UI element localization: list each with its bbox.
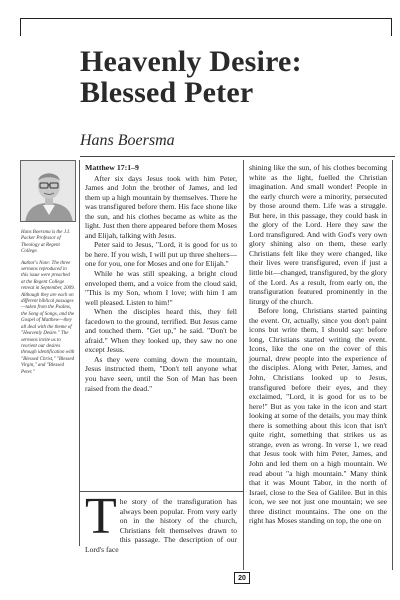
top-border — [20, 18, 392, 19]
top-border-right — [391, 18, 392, 36]
drop-cap: T — [85, 488, 117, 545]
scripture-paragraph: When the disciples heard this, they fell facedown to the ground, terrified. But Jesus came and touched them. "Get up," he said. "Don't be afraid." When they looked up, they saw no one except Jesus. — [85, 307, 237, 355]
sermon-paragraph: shining like the sun, of his clothes becoming white as the light, fuelled the Christian imagination. And small wonder! People in the early church were a minority, persecuted by those around them. Life was a struggle. But here, in this passage, they could bask in the glory of the Lord. Here they saw the Lord transfigured. And with God's very own glory shining also on them, these early Christians felt like they were changed, like their lives were transfigured, even if just a little bit—changed, transfigured, by the glory of the Lord. As a result, from early on, the transfiguration featured prominently in the liturgy of the church. — [249, 163, 387, 306]
author-sidebar — [21, 230, 75, 381]
scripture-paragraph: While he was still speaking, a bright cloud enveloped them, and a voice from the cloud said, "This is my Son, whom I love; with him I am well pleased. Listen to him!" — [85, 269, 237, 307]
column-rule-left — [79, 160, 80, 546]
author-note: Author's Note: The three sermons reproduced in this issue were preached at the Regent College retreat in September, 2009. Although they are each on different biblical passages—taken from the Psalms, the Song of Songs, and the Gospel of Matthew—they all deal with the theme of "Heavenly Desire." The sermons invite us to reorient our desires through identification with "Blessed Christ," "Blessed Virgin," and "Blessed Peter." — [21, 260, 75, 375]
scripture-reference: Matthew 17:1–9 — [85, 163, 139, 172]
scripture-paragraph: After six days Jesus took with him Peter, James and John the brother of James, and led them up a high mountain by themselves. There he was transfigured before them. His face shone like the sun, and his clothes became as white as the light. Just then there appeared before them Moses and Elijah, talking with Jesus. — [85, 173, 237, 240]
author-bio: Hans Boersma is the J.I. Packer Professor of Theology at Regent College. — [21, 230, 71, 255]
top-border-left — [20, 18, 21, 36]
scripture-paragraph: As they were coming down the mountain, Jesus instructed them, "Don't tell anyone what you have seen, until the Son of Man has been raised from the dead." — [85, 354, 237, 393]
column-rule-right — [392, 160, 393, 570]
author-byline: Hans Boersma — [80, 132, 175, 149]
sermon-paragraph: he story of the transfiguration has always been popular. From very early on in the history of the church, Christians felt themselves drawn to this passage. The description of our Lord's face — [85, 497, 237, 554]
sermon-column-2 — [249, 163, 387, 526]
scripture-paragraph: Peter said to Jesus, "Lord, it is good for us to be here. If you wish, I will put up three shelters—one for you, one for Moses and one for Elijah." — [85, 240, 237, 269]
sermon-opening — [85, 488, 237, 554]
author-portrait-image — [21, 161, 76, 222]
article-title — [80, 46, 380, 108]
scripture-column — [85, 163, 237, 393]
sermon-paragraph: Before long, Christians started painting the event. Or, actually, since you don't paint icons but write them, I should say: before long, Christians started writing the event. Icons, like the one on the cover of this journal, drew people into the experience of the disciples. Along with Peter, James, and John, Christians looked up to Jesus, transfigured before their eyes, and they exclaimed, "Lord, it is good for us to be here!" But as you take in the icon and start looking at some of the details, you may think there is something about this icon that isn't quite right, something that strikes us as strange, even as wrong. In verse 1, we read that Jesus took with him Peter, James, and John and led them on a high mountain. We read about "a high mountain." Many think that it was Mount Tabor, in the north of Israel, close to the Sea of Galilee. But in this icon, we see not just one mountain; we see three distinct mountains. The one on the right has Moses standing on top, the one on — [249, 306, 387, 526]
title-line-2: Blessed Peter — [80, 76, 254, 109]
header-rule — [80, 156, 395, 157]
column-rule-middle — [243, 160, 244, 570]
title-line-1: Heavenly Desire: — [80, 45, 302, 78]
author-photo — [20, 160, 76, 222]
page-number: 20 — [234, 572, 250, 584]
